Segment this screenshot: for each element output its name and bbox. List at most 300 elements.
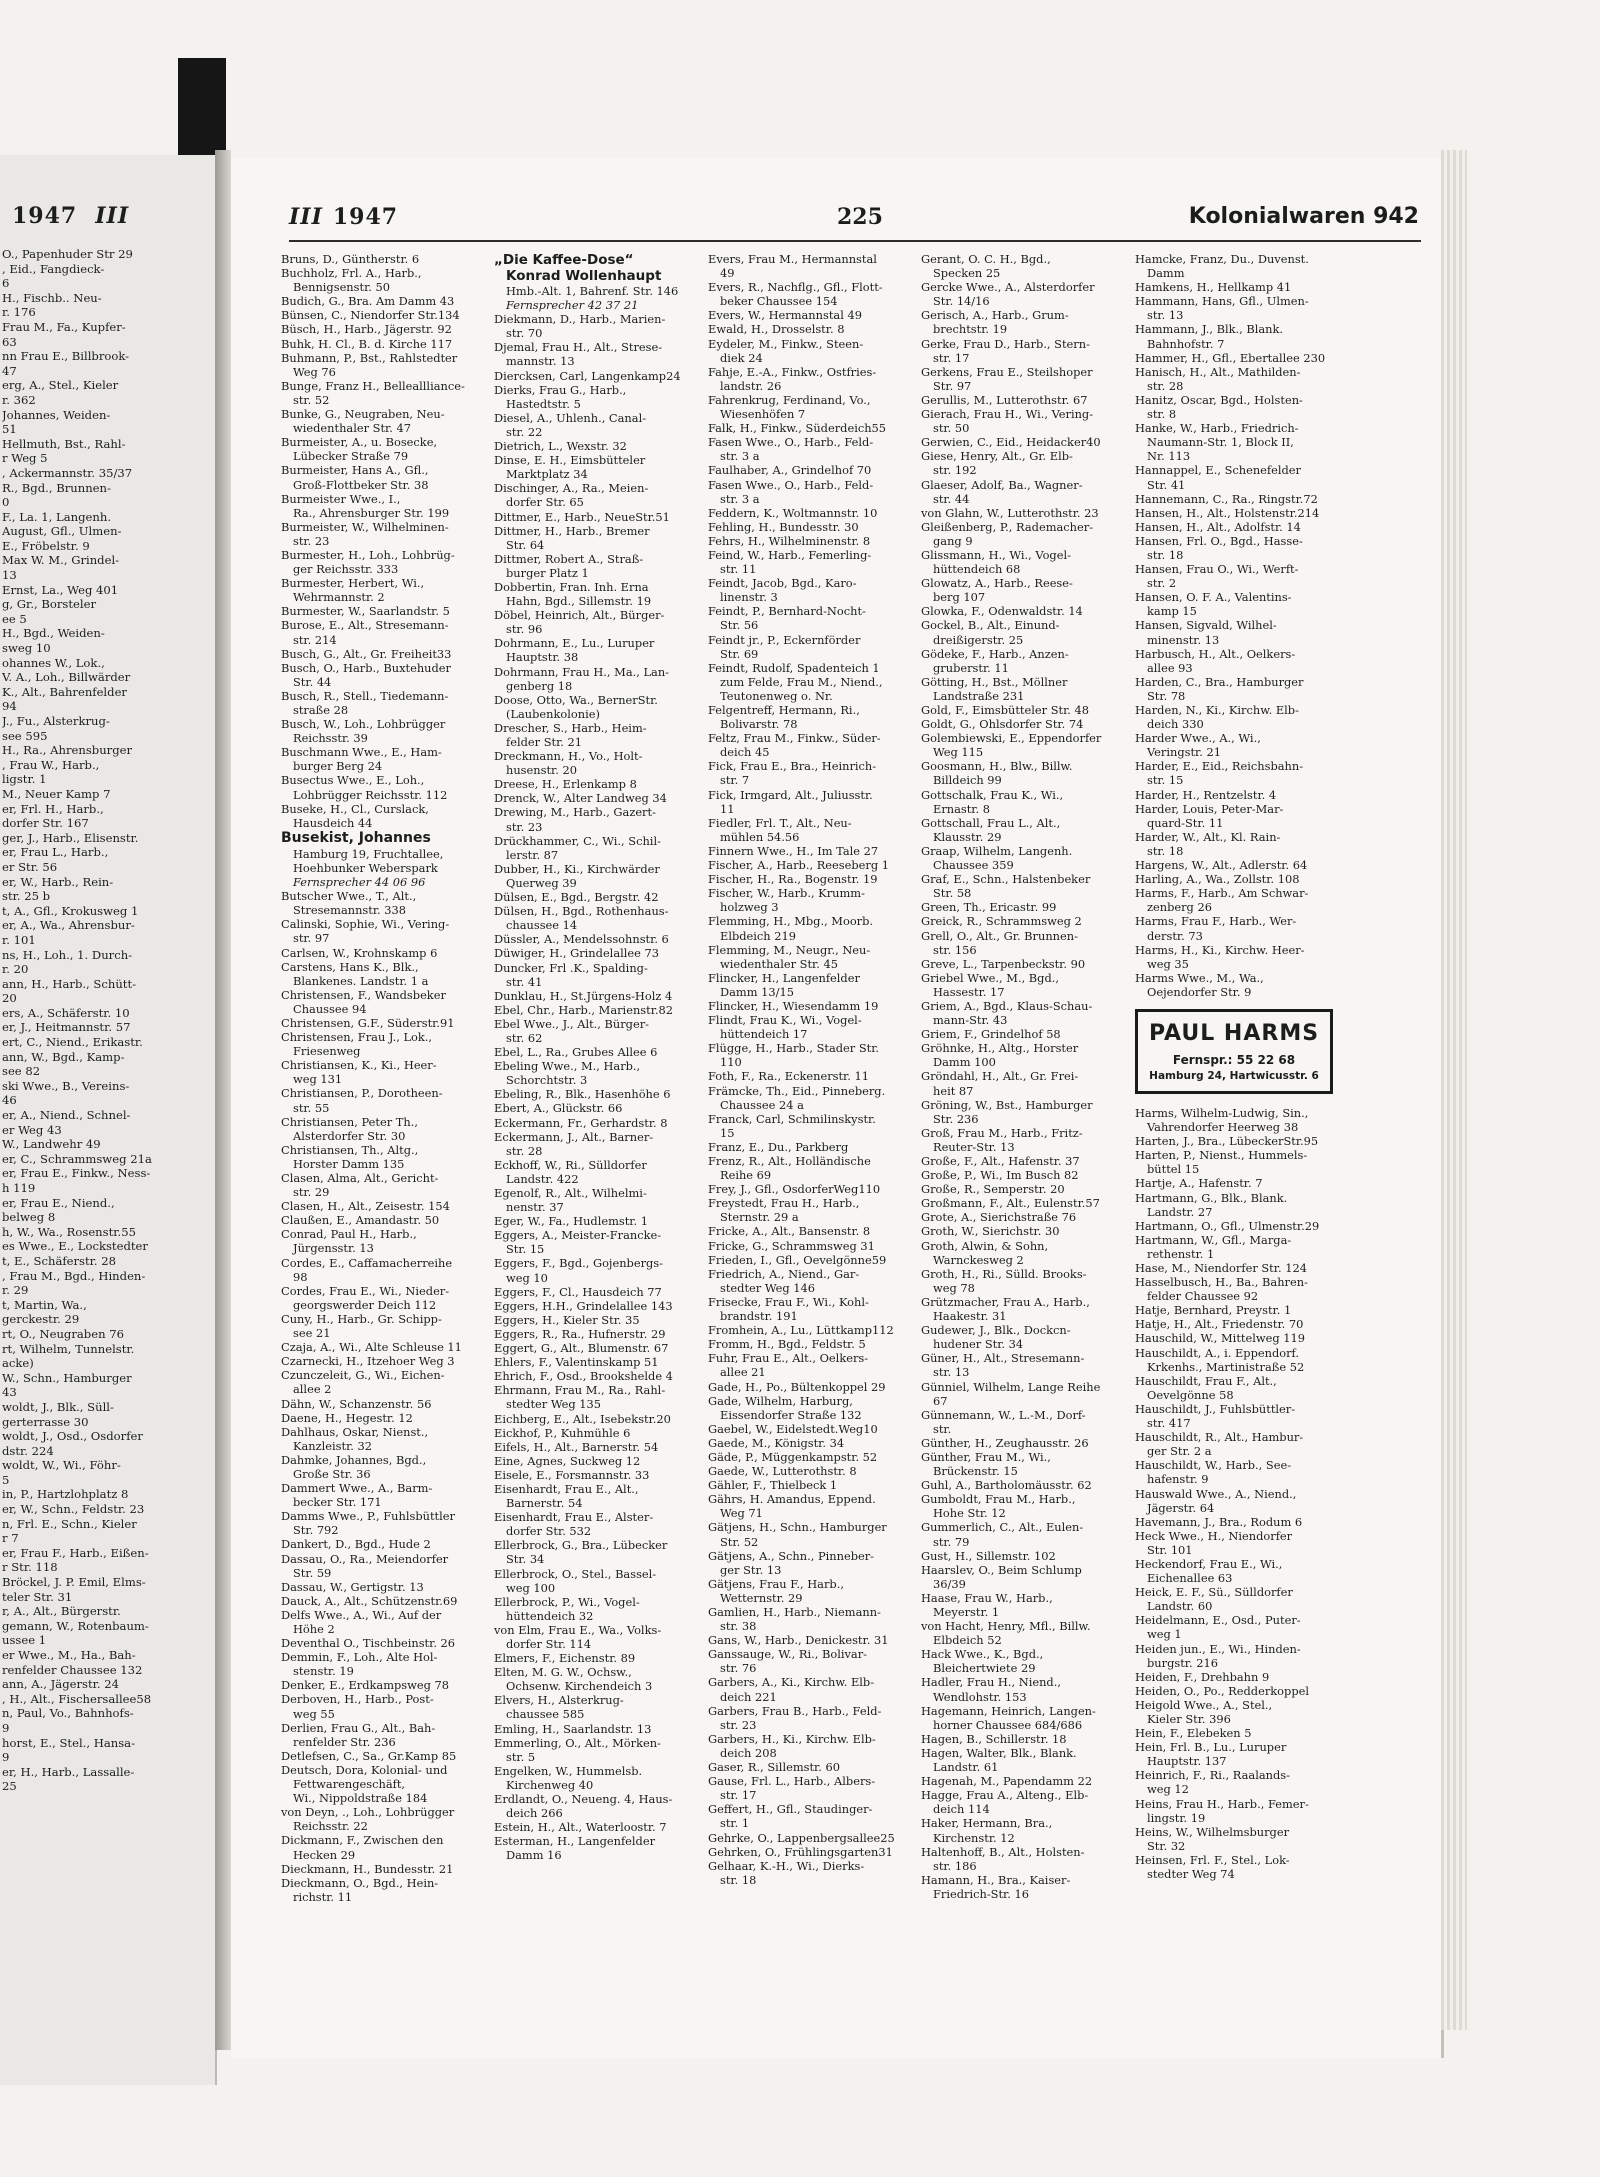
directory-entry-line: ger Str. 2 a [1147,1444,1212,1459]
directory-entry-line: Gehrke, O., Lappenbergsallee25 [708,1830,895,1845]
directory-entry-line: Calinski, Sophie, Wi., Vering- [281,917,450,932]
directory-entry-line: landstr. 26 [720,378,782,393]
directory-entry-line: Dischinger, A., Ra., Meien- [494,481,649,496]
directory-entry-line: Ehrmann, Frau M., Ra., Rahl- [494,1383,666,1398]
directory-entry-line: Bleichertwiete 29 [933,1661,1036,1676]
directory-entry-line: Glowka, F., Odenwaldstr. 14 [921,604,1083,619]
directory-entry-line: Wiesenhöfen 7 [720,407,806,422]
directory-entry-line: str. 23 [293,533,330,548]
left-entry-line: ger, J., Harb., Elisenstr. [2,830,139,845]
directory-entry-line: Elbdeich 219 [720,928,797,943]
directory-entry-line: Hauschildt, W., Harb., See- [1135,1458,1292,1473]
directory-entry-line: Str. 69 [720,646,759,661]
directory-entry-line: Gummerlich, C., Alt., Eulen- [921,1520,1084,1535]
directory-entry-line: beker Chaussee 154 [720,294,838,309]
left-entry-line: er, Frau E., Finkw., Ness- [2,1166,151,1181]
directory-entry-line: Erdlandt, O., Neueng. 4, Haus- [494,1792,673,1807]
left-entry-line: ee 5 [2,611,27,626]
directory-entry-line: Fischer, W., Harb., Krumm- [708,886,865,901]
left-entry-line: in, P., Hartzlohplatz 8 [2,1487,129,1502]
directory-entry-line: Delfs Wwe., A., Wi., Auf der [281,1607,442,1622]
page-edge [1441,150,1467,2030]
directory-entry-line: Franck, Carl, Schmilinskystr. [708,1111,876,1126]
left-entry-line: r. 29 [2,1283,29,1298]
directory-entry-line: Kirchenweg 40 [506,1777,594,1792]
directory-entry-line: str. 41 [506,974,543,989]
directory-entry-line: Str. 78 [1147,688,1186,703]
directory-entry-line: Hansen, Sigvald, Wilhel- [1135,618,1277,633]
column-4 [921,252,1121,1901]
directory-entry-line: Hatje, Bernhard, Preystr. 1 [1135,1303,1292,1318]
directory-entry-line: Clasen, H., Alt., Zeisestr. 154 [281,1199,450,1214]
directory-entry-line: Hartje, A., Hafenstr. 7 [1135,1176,1263,1191]
directory-entry-line: felder Chaussee 92 [1147,1289,1259,1304]
directory-entry-line: Große, R., Semperstr. 20 [921,1182,1065,1197]
directory-entry-line: Meyerstr. 1 [933,1605,1000,1619]
directory-entry-line: Landstr. 27 [1147,1204,1213,1219]
directory-entry-line: Carlsen, W., Krohnskamp 6 [281,945,438,960]
left-entry-line: er, A., Niend., Schnel- [2,1108,131,1123]
directory-entry-line: mannstr. 13 [506,354,575,369]
directory-entry-line: Foth, F., Ra., Eckenerstr. 11 [708,1069,869,1084]
directory-entry-line: str. 28 [1147,378,1184,393]
directory-entry-line: Hamkens, H., Hellkamp 41 [1135,280,1292,295]
directory-entry-line: Ebel Wwe., J., Alt., Bürger- [494,1016,650,1031]
directory-entry-line: Str. 236 [933,1111,979,1126]
directory-entry-line: Glaeser, Adolf, Ba., Wagner- [921,477,1083,492]
directory-entry-line: Haltenhoff, B., Alt., Holsten- [921,1844,1085,1859]
directory-entry-line: Chaussee 24 a [720,1097,804,1112]
directory-entry-line: Flincker, H., Wiesendamm 19 [708,998,879,1013]
directory-entry-line: Drenck, W., Alter Landweg 34 [494,791,667,806]
directory-entry-line: Carstens, Hans K., Blk., [281,959,419,974]
directory-entry-line: Döbel, Heinrich, Alt., Bürger- [494,608,665,623]
directory-entry-line: Alsterdorfer Str. 30 [293,1128,406,1143]
directory-entry-line: Hannappel, E., Schenefelder [1135,463,1301,478]
directory-entry-line: Kieler Str. 396 [1147,1712,1231,1726]
directory-entry-line: Friesenweg [293,1044,361,1059]
directory-entry-line: Harms Wwe., M., Wa., [1135,970,1264,985]
directory-entry-line: Grote, A., Sierichstraße 76 [921,1210,1077,1225]
directory-entry-line: weg 35 [1147,956,1189,971]
directory-entry-line: Golembiewski, E., Eppendorfer [921,731,1102,746]
directory-entry-line: Damm [1147,266,1185,281]
directory-entry-line: Marktplatz 34 [506,467,588,482]
directory-entry-line: Wetternstr. 29 [720,1590,803,1605]
directory-entry-line: Dunklau, H., St.Jürgens-Holz 4 [494,988,673,1003]
directory-entry-line: Gelhaar, K.-H., Wi., Dierks- [708,1858,865,1873]
directory-entry-line: Evers, R., Nachflg., Gfl., Flott- [708,280,883,295]
directory-entry-line: Str. 32 [1147,1838,1186,1853]
directory-entry-line: Fromhein, A., Lu., Lüttkamp112 [708,1323,894,1338]
directory-entry-line: kamp 15 [1147,604,1197,619]
left-entry-line: V. A., Loh., Billwärder [2,670,131,685]
directory-entry-line: Falk, H., Finkw., Süderdeich55 [708,421,887,436]
directory-entry-line: Czaja, A., Wi., Alte Schleuse 11 [281,1340,462,1355]
directory-entry-line: Heigold Wwe., A., Stel., [1135,1697,1273,1712]
directory-entry-line: Haker, Hermann, Bra., [921,1816,1053,1831]
directory-entry-line: Eickhof, P., Kuhmühle 6 [494,1425,631,1440]
directory-entry-line: Diercksen, Carl, Langenkamp24 [494,368,681,383]
directory-entry-line: Butscher Wwe., T., Alt., [281,889,417,904]
directory-entry-line: Damms Wwe., P., Fuhlsbüttler [281,1509,455,1524]
directory-entry-line: Harbusch, H., Alt., Oelkers- [1135,646,1296,661]
directory-entry-line: Dieckmann, O., Bgd., Hein- [281,1875,439,1890]
directory-entry-line: Düssler, A., Mendelssohnstr. 6 [494,932,669,947]
directory-entry-line: str. 52 [293,392,330,407]
left-entry-line: , Ackermannstr. 35/37 [2,465,133,480]
directory-entry-line: von Hacht, Henry, Mfl., Billw. [921,1619,1091,1634]
directory-entry-line: Eckhoff, W., Ri., Sülldorfer [494,1157,647,1172]
directory-entry-line: Dinse, E. H., Eimsbütteler [494,453,646,468]
directory-entry-line: Dülsen, H., Bgd., Rothenhaus- [494,904,669,919]
left-entry-line: h 119 [2,1181,36,1195]
directory-entry-line: Buschmann Wwe., E., Ham- [281,745,442,760]
left-entry-line: Max W. M., Grindel- [2,553,120,568]
left-entry-line: Hellmuth, Bst., Rahl- [2,436,126,451]
directory-entry-line: Günnemann, W., L.-M., Dorf- [921,1407,1086,1422]
directory-entry-line: Bruns, D., Güntherstr. 6 [281,252,420,266]
directory-entry-line: Deutsch, Dora, Kolonial- und [281,1762,448,1777]
directory-entry-line: Fromm, H., Bgd., Feldstr. 5 [708,1337,866,1352]
left-entry-line: erg, A., Stel., Kieler [2,378,119,393]
directory-entry-line: Hanke, W., Harb., Friedrich- [1135,421,1299,436]
directory-entry-line: Flügge, H., Harb., Stader Str. [708,1041,880,1056]
directory-entry-line: str. 62 [506,1030,543,1045]
directory-entry-line: Hasselbusch, H., Ba., Bahren- [1135,1275,1308,1290]
directory-entry-line: 11 [720,801,735,816]
directory-entry-line: Gaede, W., Lutterothstr. 8 [708,1464,857,1479]
directory-entry-line: Fernsprecher 44 06 96 [293,875,426,890]
directory-entry-line: Jägerstr. 64 [1147,1500,1215,1515]
left-entry-line: r. 20 [2,962,29,977]
book-gutter [215,150,231,2050]
directory-entry-line: Eggers, F., Bgd., Gojenbergs- [494,1256,664,1271]
left-entry-line: ert, C., Niend., Erikastr. [2,1035,143,1050]
directory-entry-line: Glissmann, H., Wi., Vogel- [921,547,1071,562]
header-rule [289,240,1421,242]
directory-entry-line: Dreese, H., Erlenkamp 8 [494,777,637,792]
directory-entry-line: Specken 25 [933,266,1001,281]
directory-entry-line: Harden, C., Bra., Hamburger [1135,674,1304,689]
directory-entry-line: Hanisch, H., Alt., Mathilden- [1135,364,1301,379]
directory-entry-line: Bünsen, C., Niendorfer Str.134 [281,308,460,323]
directory-entry-line: chaussee 585 [506,1707,585,1722]
directory-entry-line: Jürgensstr. 13 [293,1241,374,1256]
directory-entry-line: Claußen, E., Amandastr. 50 [281,1213,440,1228]
directory-entry-line: Eissendorfer Straße 132 [720,1407,862,1422]
directory-entry-line: Hauschildt, A., i. Eppendorf. [1135,1345,1299,1360]
directory-entry-line: Ebel, L., Ra., Grubes Allee 6 [494,1045,658,1060]
directory-entry-line: Gottschalk, Frau K., Wi., [921,787,1064,802]
directory-entry-line: Ellerbrock, O., Stel., Bassel- [494,1566,657,1581]
directory-entry-line: Str. 56 [720,618,759,633]
directory-entry-line: Ochsenw. Kirchendeich 3 [506,1679,653,1694]
directory-entry-line: str. 5 [506,1749,536,1764]
directory-entry-line: Schorchtstr. 3 [506,1073,588,1088]
directory-entry-line: Dassau, W., Gertigstr. 13 [281,1579,424,1594]
left-entry-line: gerterrasse 30 [2,1414,89,1429]
left-entry-line: er Weg 43 [2,1122,62,1137]
left-entry-line: acke) [2,1356,34,1371]
directory-entry-line: Czarnecki, H., Itzehoer Weg 3 [281,1354,455,1369]
directory-entry-line: Hauschildt, J., Fuhlsbüttler- [1135,1401,1296,1416]
directory-entry-line: Garbers, H., Ki., Kirchw. Elb- [708,1731,876,1746]
directory-entry-line: Hanitz, Oscar, Bgd., Holsten- [1135,392,1303,407]
directory-entry-line: str. 28 [506,1143,543,1158]
directory-entry-line: str. 13 [1147,308,1184,323]
directory-entry-line: Bunke, G., Neugraben, Neu- [281,407,445,422]
directory-entry-line: Griem, F., Grindelhof 58 [921,1027,1061,1042]
directory-entry-line: Czunczeleit, G., Wi., Eichen- [281,1368,445,1383]
directory-entry-line: deich 208 [720,1745,777,1760]
left-entry-line: E., Fröbelstr. 9 [2,538,90,553]
directory-entry-line: Nr. 113 [1147,449,1191,464]
directory-entry-line: Teutonenweg o. Nr. [720,688,833,703]
directory-entry-line: Dohrmann, E., Lu., Luruper [494,636,655,651]
directory-entry-line: Estein, H., Alt., Waterloostr. 7 [494,1820,667,1835]
directory-entry-line: linenstr. 3 [720,590,778,605]
directory-entry-line: Eger, W., Fa., Hudlemstr. 1 [494,1214,648,1229]
directory-entry-line: Gehrken, O., Frühlingsgarten31 [708,1844,893,1859]
directory-entry-line: Feltz, Frau M., Finkw., Süder- [708,731,881,746]
directory-entry-line: Ernastr. 8 [933,801,990,816]
directory-entry-line: Fricke, A., Alt., Bansenstr. 8 [708,1224,871,1239]
directory-entry-line: wiedenthaler Str. 47 [293,421,411,436]
left-entry-line: ligstr. 1 [2,772,47,787]
directory-entry-line: Oejendorfer Str. 9 [1147,984,1252,999]
left-entry-line: 13 [2,568,17,583]
directory-entry-line: Günniel, Wilhelm, Lange Reihe [921,1379,1101,1394]
directory-entry-line: Damm 13/15 [720,984,794,999]
directory-entry-line: Heinrich, F., Ri., Raalands- [1135,1768,1290,1783]
directory-entry-line: Veringstr. 21 [1147,745,1221,760]
directory-entry-line: Diesel, A., Uhlenh., Canal- [494,410,647,425]
directory-entry-line: stedter Weg 74 [1147,1867,1235,1882]
directory-entry-line: diek 24 [720,350,763,365]
directory-entry-line: burger Platz 1 [506,565,589,580]
directory-entry-line: str. 79 [933,1534,970,1549]
directory-entry-line: Burmester, H., Loh., Lohbrüg- [281,547,455,562]
directory-entry-line: hüttendeich 17 [720,1027,808,1042]
directory-entry-line: 67 [933,1393,948,1408]
directory-entry-line: Gockel, B., Alt., Einund- [921,618,1060,633]
directory-entry-line: Ewald, H., Drosselstr. 8 [708,322,845,337]
directory-entry-line: heit 87 [933,1083,974,1098]
left-entry-line: 43 [2,1385,17,1400]
left-entry-line: ann, W., Bgd., Kamp- [2,1049,125,1064]
directory-entry-line: Brückenstr. 15 [933,1464,1018,1479]
directory-entry-line: deich 45 [720,745,770,760]
directory-entry-line: zum Felde, Frau M., Niend., [720,674,883,689]
directory-entry-line: Flemming, M., Neugr., Neu- [708,942,871,957]
directory-entry-line: Dickmann, F., Zwischen den [281,1833,444,1848]
directory-entry-line: Guhl, A., Bartholomäusstr. 62 [921,1478,1092,1493]
directory-entry-line: Fernsprecher 42 37 21 [506,298,639,313]
directory-entry-line: Groß, Frau M., Harb., Fritz- [921,1125,1083,1140]
directory-entry-line: Emling, H., Saarlandstr. 13 [494,1721,652,1736]
directory-entry-line: Gerant, O. C. H., Bgd., [921,252,1051,266]
left-entry-line: Ernst, La., Weg 401 [2,582,119,597]
directory-entry-line: Griebel Wwe., M., Bgd., [921,970,1060,985]
directory-entry-line: Burose, E., Alt., Stresemann- [281,618,449,633]
directory-entry-line: Franz, E., Du., Parkberg [708,1139,849,1154]
left-entry-line: sweg 10 [2,641,51,656]
directory-entry-line: Harder, W., Alt., Kl. Rain- [1135,829,1281,844]
directory-entry-line: Hansen, O. F. A., Valentins- [1135,590,1292,605]
directory-entry-line: Christiansen, Th., Altg., [281,1142,419,1157]
directory-entry-line: Hahn, Bgd., Sillemstr. 19 [506,594,652,609]
directory-entry-line: str. 38 [720,1619,757,1634]
directory-entry-line: Gamlien, H., Harb., Niemann- [708,1605,881,1619]
directory-entry-line: Heiden jun., E., Wi., Hinden- [1135,1641,1301,1656]
directory-entry-line: stenstr. 19 [293,1664,354,1679]
directory-entry-line: Eggers, H., Kieler Str. 35 [494,1312,640,1327]
directory-entry-line: Doose, Otto, Wa., BernerStr. [494,692,658,707]
directory-entry-line: weg 1 [1147,1627,1182,1642]
directory-entry-line: Bunge, Franz H., Belleallliance- [281,378,465,393]
directory-entry-line: Str. 15 [506,1242,545,1257]
left-entry-line: 94 [2,699,17,714]
directory-entry-line: weg 12 [1147,1782,1189,1797]
left-entry-line: str. 25 b [2,889,51,904]
directory-entry-line: Gätjens, H., Schn., Hamburger [708,1520,887,1535]
left-entry-line: ns, H., Loh., 1. Durch- [2,947,133,962]
directory-entry-line: Feindt, Jacob, Bgd., Karo- [708,576,857,591]
directory-entry-line: Bahnhofstr. 7 [1147,336,1225,351]
advertiser-name: PAUL HARMS [1148,1020,1320,1046]
directory-entry-line: deich 330 [1147,717,1204,732]
directory-entry-line: weg 131 [293,1072,343,1087]
left-entry-line: Bröckel, J. P. Emil, Elms- [2,1575,146,1590]
directory-entry-line: becker Str. 171 [293,1495,382,1510]
directory-entry-line: Gröning, W., Bst., Hamburger [921,1097,1093,1112]
directory-entry-line: Hartmann, G., Blk., Blank. [1135,1190,1288,1205]
directory-entry-line: Giese, Henry, Alt., Gr. Elb- [921,449,1073,464]
directory-entry-line: büttel 15 [1147,1162,1200,1177]
directory-entry-line: berg 107 [933,590,986,605]
directory-entry-line: Str. 97 [933,378,972,393]
left-entry-line: H., Ra., Ahrensburger [2,743,133,758]
left-entry-line: t, E., Schäferstr. 28 [2,1253,117,1268]
left-entry-line: 47 [2,363,17,378]
directory-entry-line: Hauschildt, Frau F., Alt., [1135,1373,1277,1388]
directory-entry-line: Eggers, A., Meister-Francke- [494,1228,662,1243]
column-3 [708,252,908,1887]
directory-entry-line: str. 15 [1147,773,1184,788]
directory-entry-line: Lübecker Straße 79 [293,449,409,464]
directory-entry-line: Hmb.-Alt. 1, Bahrenf. Str. 146 [506,284,679,298]
directory-entry-line: Götting, H., Bst., Möllner [921,674,1068,689]
directory-entry-line: hudener Str. 34 [933,1337,1024,1352]
directory-entry-line: horner Chaussee 684/686 [933,1717,1083,1732]
directory-entry-line: Gaebel, W., Eidelstedt.Weg10 [708,1421,878,1436]
directory-entry-line: Griem, A., Bgd., Klaus-Schau- [921,998,1093,1013]
directory-entry-line: Drückhammer, C., Wi., Schil- [494,833,661,848]
left-entry-line: ann, H., Harb., Schütt- [2,976,137,991]
left-entry-line: W., Landwehr 49 [2,1137,101,1152]
directory-entry-line: Hein, F., Elebeken 5 [1135,1726,1252,1741]
directory-entry-line: str. 186 [933,1858,977,1873]
directory-entry-line: Hamann, H., Bra., Kaiser- [921,1872,1071,1887]
directory-entry-line: Hauschildt, R., Alt., Hambur- [1135,1430,1304,1445]
left-entry-line: er, A., Wa., Ahrensbur- [2,918,135,933]
directory-entry-line: Hagenah, M., Papendamm 22 [921,1774,1093,1789]
directory-entry-line: brechtstr. 19 [933,322,1008,337]
directory-entry-line: Wendlohstr. 153 [933,1689,1027,1704]
left-entry-line: W., Schn., Hamburger [2,1370,132,1385]
left-entry-line: 0 [2,495,10,510]
directory-entry-line: weg 78 [933,1280,975,1295]
directory-entry-line: genberg 18 [506,678,573,693]
directory-entry-line: str. 23 [720,1717,757,1732]
directory-entry-line: Ebel, Chr., Harb., Marienstr.82 [494,1002,674,1017]
directory-entry-line: Freystedt, Frau H., Harb., [708,1196,860,1211]
directory-entry-line: Hagen, B., Schillerstr. 18 [921,1731,1067,1746]
directory-entry-line: gang 9 [933,533,973,548]
directory-entry-line: Ebeling Wwe., M., Harb., [494,1059,641,1074]
directory-entry-line: Hauptstr. 38 [506,650,579,665]
directory-entry-line: Garbers, A., Ki., Kirchw. Elb- [708,1675,875,1690]
directory-entry-line: Heick, E. F., Sü., Sülldorfer [1135,1585,1293,1600]
left-entry-line: ussee 1 [2,1633,47,1648]
directory-entry-line: Str. 64 [506,537,545,552]
directory-entry-line: Str. 14/16 [933,294,990,309]
directory-entry-line: Fricke, G., Schrammsweg 31 [708,1238,875,1253]
left-entry-line: er, J., Heitmannstr. 57 [2,1020,131,1035]
directory-entry-line: dorfer Str. 532 [506,1524,592,1539]
directory-entry-line: str. 97 [293,931,330,946]
directory-entry-line: Goosmann, H., Blw., Billw. [921,759,1073,774]
directory-entry-line: Christiansen, K., Ki., Heer- [281,1058,437,1073]
directory-entry-line: Friedrich-Str. 16 [933,1886,1029,1901]
left-entry-line: August, Gfl., Ulmen- [2,524,122,539]
directory-entry-line: Wi., Nippoldstraße 184 [293,1791,428,1806]
directory-entry-line: 15 [720,1125,735,1140]
directory-entry-line: Haakestr. 31 [933,1309,1007,1324]
directory-entry-line: Dittmer, H., Harb., Bremer [494,523,650,538]
directory-entry-line: Bennigsenstr. 50 [293,280,390,295]
directory-entry-line: Daene, H., Hegestr. 12 [281,1410,413,1425]
directory-entry-line: lingstr. 19 [1147,1810,1206,1825]
directory-entry-line: ger Reichsstr. 333 [293,562,399,577]
advertisement-box [1135,1009,1333,1094]
directory-entry-line: weg 100 [506,1580,556,1595]
directory-entry-line: Hase, M., Niendorfer Str. 124 [1135,1261,1307,1275]
directory-entry-line: husenstr. 20 [506,763,577,778]
left-entry-line: , Eid., Fangdieck- [2,261,105,276]
left-entry-line: r. 362 [2,392,36,407]
directory-entry-line: Harling, A., Wa., Zollstr. 108 [1135,872,1300,887]
header-volume: III [289,204,323,230]
directory-entry-line: hafenstr. 9 [1147,1472,1209,1487]
directory-entry-line: Gährs, H. Amandus, Eppend. [708,1492,876,1507]
directory-entry-line: str. 156 [933,942,977,957]
left-entry-line: r. 101 [2,932,36,947]
directory-entry-line: Str. 34 [506,1552,545,1567]
directory-entry-line: Eckermann, J., Alt., Barner- [494,1129,654,1144]
directory-entry-line: Drewing, M., Harb., Gazert- [494,805,656,820]
directory-entry-line: Elten, M. G. W., Ochsw., [494,1665,632,1680]
directory-entry-line: Garbers, Frau B., Harb., Feld- [708,1703,882,1718]
directory-entry-line: Gröhnke, H., Altg., Horster [921,1041,1079,1056]
directory-entry-line: Busectus Wwe., E., Loh., [281,773,425,788]
directory-entry-line: rethenstr. 1 [1147,1246,1215,1261]
directory-entry-line: Evers, W., Hermannstal 49 [708,308,862,323]
directory-entry-line: Gudewer, J., Blk., Dockcn- [921,1323,1071,1338]
left-header-volume: III [95,203,130,229]
directory-entry-line: dorfer Str. 114 [506,1637,592,1651]
